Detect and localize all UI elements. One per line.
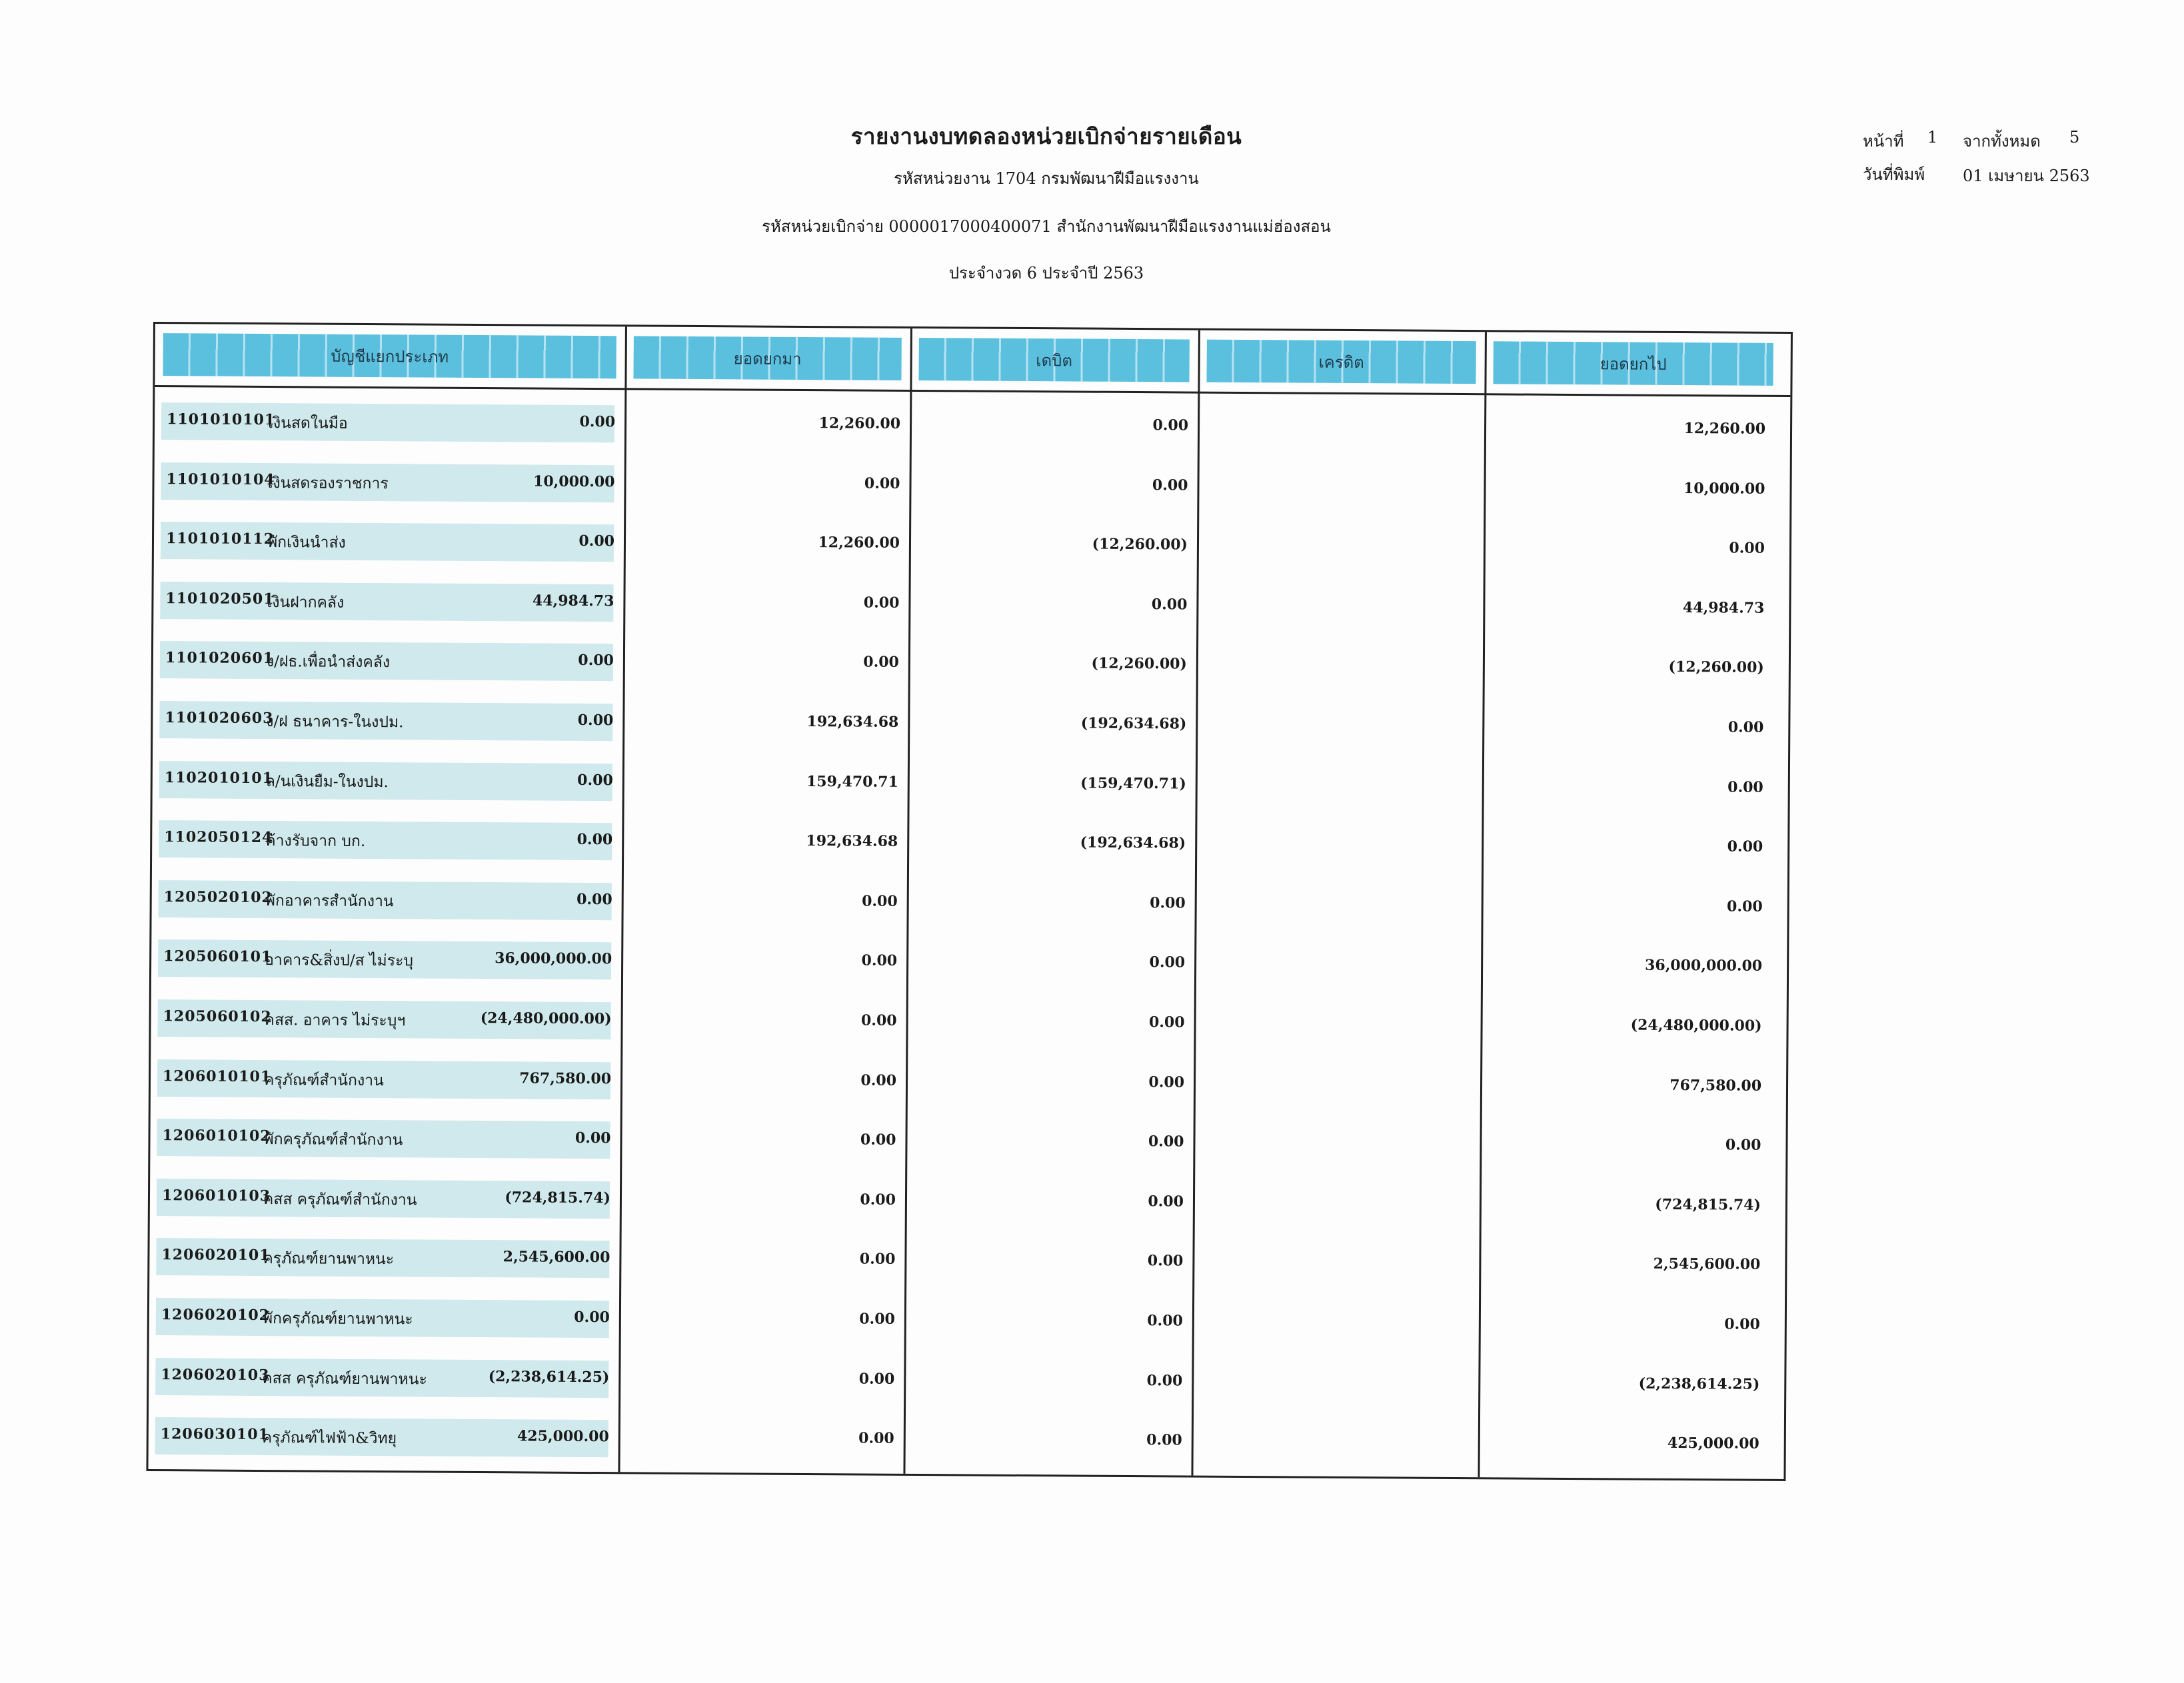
report-title: รายงานงบทดลองหน่วยเบิกจ่ายรายเดือน <box>850 123 1242 149</box>
total-pages: 5 <box>2069 128 2080 147</box>
account-name: พักเงินนำส่ง <box>267 534 346 552</box>
account-code: 1206010103 <box>161 1186 271 1205</box>
debit-amount: 0.00 <box>860 1191 896 1209</box>
brought-amount: 767,580.00 <box>519 1069 612 1087</box>
carried-amount: 36,000,000.00 <box>1644 957 1763 975</box>
brought-amount: 0.00 <box>576 831 613 849</box>
carried-amount: (2,238,614.25) <box>1638 1375 1760 1393</box>
debit-amount: 0.00 <box>858 1370 895 1388</box>
carried-amount: 0.00 <box>1727 897 1763 915</box>
carried-amount: 2,545,600.00 <box>1653 1255 1761 1274</box>
table-row <box>150 1167 1786 1237</box>
credit-amount: (12,260.00) <box>1092 535 1188 554</box>
print-date: 01 เมษายน 2563 <box>1963 167 2090 185</box>
account-name: อาคาร&สิ่งป/ส ไม่ระบุ <box>265 951 414 970</box>
debit-amount: 159,470.71 <box>806 772 898 791</box>
brought-amount: 0.00 <box>578 532 615 550</box>
brought-amount: 44,984.73 <box>532 592 614 610</box>
debit-amount: 12,260.00 <box>818 534 900 552</box>
debit-amount: 0.00 <box>862 892 898 910</box>
account-name: คสส ครุภัณฑ์สำนักงาน <box>263 1190 417 1209</box>
account-code: 1205020102 <box>163 887 273 906</box>
carried-amount: 767,580.00 <box>1669 1076 1762 1095</box>
brought-amount: 0.00 <box>578 652 614 670</box>
debit-amount: 0.00 <box>860 1011 897 1029</box>
debit-amount: 0.00 <box>858 1429 894 1448</box>
carried-amount: 10,000.00 <box>1683 479 1765 498</box>
account-code: 1102010101 <box>164 768 273 787</box>
brought-amount: 0.00 <box>577 711 614 730</box>
brought-amount: 0.00 <box>577 771 613 789</box>
account-code: 1101010101 <box>167 410 276 429</box>
table-row <box>151 1047 1787 1117</box>
debit-amount: 0.00 <box>860 1131 896 1149</box>
table-row <box>153 689 1789 759</box>
brought-amount: (2,238,614.25) <box>488 1367 610 1386</box>
carried-amount: 0.00 <box>1729 539 1765 557</box>
unit-line: รหัสหน่วยเบิกจ่าย 0000017000400071 สำนักงานพัฒนาฝีมือแรงงานแม่ฮ่องสอน <box>762 217 1331 236</box>
account-name: ง/ฝ ธนาคาร-ในงปม. <box>266 713 404 732</box>
account-name: เงินสดในมือ <box>267 414 348 432</box>
debit-amount: 0.00 <box>863 653 899 672</box>
header-debit-label: เดบิต <box>1036 350 1073 370</box>
account-code: 1205060102 <box>163 1007 272 1026</box>
credit-amount: (192,634.68) <box>1080 834 1186 852</box>
account-name: ล/นเงินยืม-ในงปม. <box>265 772 389 791</box>
brought-amount: 36,000,000.00 <box>495 949 612 968</box>
account-name: เงินสดรองราชการ <box>267 474 389 492</box>
account-name: ครุภัณฑ์ยานพาหนะ <box>263 1250 395 1269</box>
carried-amount: 44,984.73 <box>1682 598 1765 617</box>
table-row <box>149 1226 1785 1296</box>
account-code: 1206020101 <box>161 1246 271 1265</box>
debit-amount: 0.00 <box>859 1310 895 1328</box>
account-code: 1101020501 <box>165 589 275 608</box>
table-row <box>152 808 1788 878</box>
account-name: ครุภัณฑ์ไฟฟ้า&วิทยุ <box>261 1429 397 1448</box>
account-code: 1102050124 <box>164 828 273 847</box>
table-row <box>151 927 1787 997</box>
account-code: 1206020102 <box>161 1306 271 1325</box>
account-code: 1101020601 <box>165 649 275 668</box>
brought-amount: 0.00 <box>579 412 616 431</box>
carried-amount: (724,815.74) <box>1655 1195 1761 1214</box>
carried-amount: 0.00 <box>1727 838 1763 855</box>
account-name: ง/ฝธ.เพื่อนำส่งคลัง <box>266 653 391 672</box>
carried-amount: 0.00 <box>1724 1315 1760 1333</box>
header-credit <box>1206 340 1476 384</box>
table-row <box>149 1286 1785 1356</box>
table-row <box>150 1107 1786 1177</box>
brought-amount: 2,545,600.00 <box>503 1248 610 1267</box>
debit-amount: 0.00 <box>861 951 898 970</box>
brought-amount: 0.00 <box>576 890 612 909</box>
credit-amount: 0.00 <box>1148 1013 1185 1031</box>
table-row <box>153 749 1789 819</box>
account-name: คสส. อาคาร ไม่ระบุฯ <box>264 1011 406 1030</box>
debit-amount: 0.00 <box>863 594 900 612</box>
brought-amount: 425,000.00 <box>517 1427 609 1446</box>
account-code: 1206020103 <box>161 1365 270 1384</box>
account-name: คสส ครุภัณฑ์ยานพาหนะ <box>262 1369 427 1389</box>
account-name: เงินฝากคลัง <box>267 593 345 612</box>
page-number: 1 <box>1927 128 1938 147</box>
credit-amount: 0.00 <box>1146 1431 1182 1449</box>
table-row <box>155 390 1791 460</box>
table-row <box>149 1346 1785 1416</box>
account-code: 1206010101 <box>163 1067 272 1085</box>
account-code: 1101020603 <box>165 709 274 728</box>
credit-amount: 0.00 <box>1147 1252 1184 1270</box>
credit-amount: 0.00 <box>1146 1371 1183 1390</box>
carried-amount: 0.00 <box>1727 778 1763 796</box>
account-name: ค้างรับจาก บก. <box>265 832 366 851</box>
credit-amount: 0.00 <box>1151 595 1188 614</box>
table-row <box>154 510 1790 580</box>
account-code: 1205060101 <box>163 947 273 966</box>
credit-amount: 0.00 <box>1148 1133 1184 1151</box>
credit-amount: 0.00 <box>1152 416 1189 434</box>
header-carried-forward <box>1493 341 1773 386</box>
brought-amount: (24,480,000.00) <box>480 1009 612 1028</box>
table-row <box>154 450 1790 520</box>
brought-amount: 10,000.00 <box>533 472 615 490</box>
total-pages-label: จากทั้งหมด <box>1963 132 2041 151</box>
credit-amount: 0.00 <box>1149 953 1186 971</box>
credit-amount: (159,470.71) <box>1080 774 1186 793</box>
header-brought-forward-label: ยอดยกมา <box>733 348 802 368</box>
header-credit-label: เครดิต <box>1318 352 1364 372</box>
debit-amount: 0.00 <box>859 1250 896 1269</box>
header-brought-forward <box>633 336 901 380</box>
page-label: หน้าที่ <box>1863 132 1904 151</box>
brought-amount: (724,815.74) <box>505 1189 611 1207</box>
table-row <box>149 1405 1785 1475</box>
table-row <box>153 629 1789 699</box>
print-date-label: วันที่พิมพ์ <box>1863 165 1925 184</box>
account-code: 1206010102 <box>162 1127 271 1145</box>
agency-line: รหัสหน่วยงาน 1704 กรมพัฒนาฝีมือแรงงาน <box>894 169 1199 188</box>
credit-amount: 0.00 <box>1152 476 1188 494</box>
debit-amount: 0.00 <box>860 1071 897 1089</box>
brought-amount: 0.00 <box>574 1129 611 1147</box>
account-code: 1101010112 <box>165 530 275 548</box>
period-line: ประจำงวด 6 ประจำปี 2563 <box>948 264 1144 282</box>
table-row <box>151 868 1787 938</box>
account-code: 1101010104 <box>166 470 275 488</box>
account-name: พักครุภัณฑ์ยานพาหนะ <box>262 1310 413 1329</box>
carried-amount: 425,000.00 <box>1667 1434 1759 1452</box>
brought-amount: 0.00 <box>574 1308 610 1327</box>
carried-amount: (24,480,000.00) <box>1630 1016 1762 1035</box>
credit-amount: 0.00 <box>1148 1073 1185 1091</box>
carried-amount: (12,260.00) <box>1668 658 1764 677</box>
account-name: พักอาคารสำนักงาน <box>265 891 394 911</box>
header-account <box>163 333 616 378</box>
carried-amount: 12,260.00 <box>1683 420 1766 438</box>
trial-balance-table <box>146 322 1792 1481</box>
credit-amount: (12,260.00) <box>1091 654 1187 673</box>
account-code: 1206030101 <box>160 1425 269 1444</box>
carried-amount: 0.00 <box>1727 718 1764 736</box>
debit-amount: 0.00 <box>864 474 900 492</box>
carried-amount: 0.00 <box>1725 1136 1761 1154</box>
credit-amount: 0.00 <box>1147 1312 1183 1330</box>
account-name: พักครุภัณฑ์สำนักงาน <box>263 1131 403 1149</box>
header-debit <box>918 338 1189 382</box>
debit-amount: 12,260.00 <box>818 414 901 432</box>
header-carried-forward-label: ยอดยกไป <box>1600 354 1667 374</box>
header-account-label: บัญชีแยกประเภท <box>331 346 449 366</box>
credit-amount: (192,634.68) <box>1080 714 1187 733</box>
table-row <box>151 987 1787 1057</box>
credit-amount: 0.00 <box>1148 1192 1184 1211</box>
account-name: ครุภัณฑ์สำนักงาน <box>263 1071 384 1089</box>
debit-amount: 192,634.68 <box>806 713 899 731</box>
table-row <box>153 570 1789 640</box>
credit-amount: 0.00 <box>1150 893 1186 912</box>
debit-amount: 192,634.68 <box>806 832 898 851</box>
